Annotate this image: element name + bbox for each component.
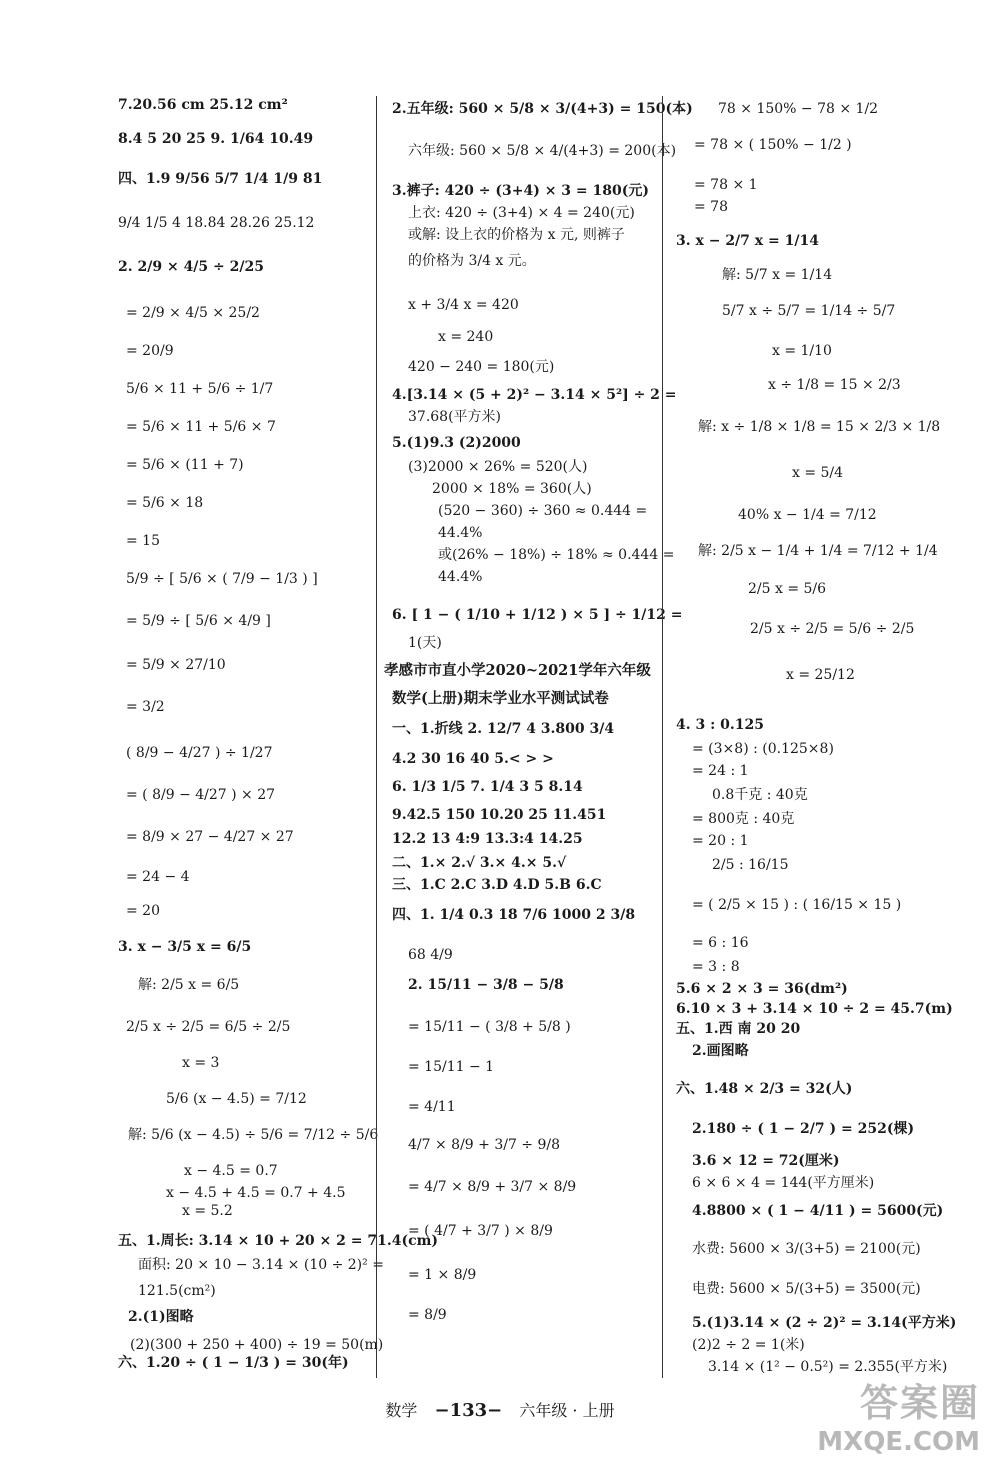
answer-line: 5/6 × 11 + 5/6 ÷ 1/7 (126, 381, 274, 397)
answer-line: 解: 2/5 x = 6/5 (138, 977, 240, 993)
column-divider-1 (376, 96, 377, 1378)
watermark (817, 1372, 980, 1457)
answer-line: 40% x − 1/4 = 7/12 (738, 507, 877, 523)
answer-line: 121.5(cm²) (138, 1283, 216, 1299)
answer-line: 420 − 240 = 180(元) (408, 359, 555, 375)
answer-line: x ÷ 1/8 = 15 × 2/3 (768, 377, 901, 393)
answer-line: 9/4 1/5 4 18.84 28.26 25.12 (118, 215, 315, 231)
answer-line: 六、1.20 ÷ ( 1 − 1/3 ) = 30(年) (118, 1355, 349, 1371)
answer-line: 六年级: 560 × 5/8 × 4/(4+3) = 200(本) (408, 143, 677, 159)
answer-line: x = 5/4 (792, 465, 844, 481)
answer-line: x = 5.2 (182, 1203, 233, 1219)
answer-line: = 15 (126, 533, 160, 549)
answer-line: 或解: 设上衣的价格为 x 元, 则裤子 (408, 227, 625, 243)
answer-line: 水费: 5600 × 3/(3+5) = 2100(元) (692, 1241, 921, 1257)
answer-line: 2. 15/11 − 3/8 − 5/8 (408, 977, 564, 993)
answer-line: 2/5 x ÷ 2/5 = 5/6 ÷ 2/5 (750, 621, 915, 637)
footer-subject: 数学 (385, 1401, 418, 1420)
answer-line: 1(天) (408, 635, 442, 651)
answer-line: x = 1/10 (772, 343, 832, 359)
answer-line: = 4/7 × 8/9 + 3/7 × 8/9 (408, 1179, 577, 1195)
answer-line: 3.6 × 12 = 72(厘米) (692, 1153, 840, 1169)
answer-line: 4.[3.14 × (5 + 2)² − 3.14 × 5²] ÷ 2 = (392, 387, 677, 403)
answer-line: = 5/6 × 18 (126, 495, 204, 511)
answer-line: 0.8千克 : 40克 (712, 787, 808, 803)
answer-line: 4.2 30 16 40 5.< > > (392, 751, 554, 767)
answer-line: 或(26% − 18%) ÷ 18% ≈ 0.444 = (438, 547, 675, 563)
answer-line: 数学(上册)期末学业水平测试试卷 (392, 690, 609, 707)
answer-line: 3. x − 3/5 x = 6/5 (118, 939, 252, 955)
answer-line: 2. 2/9 × 4/5 ÷ 2/25 (118, 259, 264, 275)
answer-line: (2)(300 + 250 + 400) ÷ 19 = 50(m) (130, 1337, 384, 1353)
answer-line: 2000 × 18% = 360(人) (432, 481, 592, 497)
answer-line: = 78 × 1 (694, 177, 758, 193)
answer-line: = 6 : 16 (692, 935, 749, 951)
answer-line: x = 240 (438, 329, 494, 345)
answer-line: 解: x ÷ 1/8 × 1/8 = 15 × 2/3 × 1/8 (698, 419, 941, 435)
footer-grade: 六年级 · 上册 (519, 1401, 615, 1420)
answer-line: = 24 − 4 (126, 869, 190, 885)
answer-line: 电费: 5600 × 5/(3+5) = 3500(元) (692, 1281, 921, 1297)
answer-line: 解: 2/5 x − 1/4 + 1/4 = 7/12 + 1/4 (698, 543, 938, 559)
answer-line: 5.6 × 2 × 3 = 36(dm²) (676, 981, 848, 997)
answer-line: (2)2 ÷ 2 = 1(米) (692, 1337, 805, 1353)
answer-line: 2.(1)图略 (128, 1309, 194, 1325)
watermark-url: MXQE.COM (817, 1427, 980, 1457)
answer-line: = (3×8) : (0.125×8) (692, 741, 834, 757)
answer-line: = ( 4/7 + 3/7 ) × 8/9 (408, 1223, 553, 1239)
answer-line: = 3/2 (126, 699, 165, 715)
answer-line: 2/5 x ÷ 2/5 = 6/5 ÷ 2/5 (126, 1019, 291, 1035)
answer-line: x = 25/12 (786, 667, 855, 683)
answer-line: 6. [ 1 − ( 1/10 + 1/12 ) × 5 ] ÷ 1/12 = (392, 607, 683, 623)
answer-line: 68 4/9 (408, 947, 453, 963)
answer-line: = 1 × 8/9 (408, 1267, 477, 1283)
answer-line: x + 3/4 x = 420 (408, 297, 519, 313)
answer-line: = 800克 : 40克 (692, 811, 795, 827)
answer-line: 五、1.西 南 20 20 (676, 1021, 801, 1037)
watermark-logo-text: 答案圈 (859, 1381, 980, 1425)
answer-line: 4/7 × 8/9 + 3/7 ÷ 9/8 (408, 1137, 561, 1153)
answer-line: 3.14 × (1² − 0.5²) = 2.355(平方米) (708, 1359, 948, 1375)
answer-line: = 15/11 − ( 3/8 + 5/8 ) (408, 1019, 571, 1035)
answer-line: = 20/9 (126, 343, 174, 359)
answer-line: 上衣: 420 ÷ (3+4) × 4 = 240(元) (408, 205, 635, 221)
answer-line: 3. x − 2/7 x = 1/14 (676, 233, 819, 249)
answer-line: 5/6 (x − 4.5) = 7/12 (166, 1091, 307, 1107)
answer-line: 37.68(平方米) (408, 409, 502, 425)
answer-line: ( 8/9 − 4/27 ) ÷ 1/27 (126, 745, 273, 761)
answer-line: 9.42.5 150 10.20 25 11.451 (392, 807, 607, 823)
answer-line: 6. 1/3 1/5 7. 1/4 3 5 8.14 (392, 779, 583, 795)
answer-line: = 5/9 ÷ [ 5/6 × 4/9 ] (126, 613, 271, 629)
answer-line: 5.(1)9.3 (2)2000 (392, 435, 521, 451)
answer-line: 5/9 ÷ [ 5/6 × ( 7/9 − 1/3 ) ] (126, 571, 318, 587)
answer-line: 解: 5/7 x = 1/14 (722, 267, 833, 283)
answer-line: = 5/6 × (11 + 7) (126, 457, 244, 473)
answer-line: 4. 3 : 0.125 (676, 717, 764, 733)
answer-line: = 3 : 8 (692, 959, 740, 975)
answer-line: (520 − 360) ÷ 360 ≈ 0.444 = (438, 503, 648, 519)
answer-line: 的价格为 3/4 x 元。 (408, 253, 536, 269)
answer-line: 解: 5/6 (x − 4.5) ÷ 5/6 = 7/12 ÷ 5/6 (128, 1127, 379, 1143)
answer-line: = ( 2/5 × 15 ) : ( 16/15 × 15 ) (692, 897, 902, 913)
answer-line: 78 × 150% − 78 × 1/2 (718, 101, 879, 117)
answer-line: 2.180 ÷ ( 1 − 2/7 ) = 252(棵) (692, 1121, 915, 1137)
answer-line: 44.4% (438, 569, 483, 585)
answer-line: 二、1.× 2.√ 3.× 4.× 5.√ (392, 855, 567, 871)
answer-line: 2.画图略 (692, 1043, 749, 1059)
answer-line: 五、1.周长: 3.14 × 10 + 20 × 2 = 71.4(cm) (118, 1233, 439, 1249)
answer-line: 2/5 x = 5/6 (748, 581, 827, 597)
answer-line: 四、1. 1/4 0.3 18 7/6 1000 2 3/8 (392, 907, 636, 923)
answer-line: 5/7 x ÷ 5/7 = 1/14 ÷ 5/7 (722, 303, 896, 319)
answer-line: 六、1.48 × 2/3 = 32(人) (676, 1081, 853, 1097)
answer-line: 2.五年级: 560 × 5/8 × 3/(4+3) = 150(本) (392, 101, 693, 117)
answer-line: = 8/9 (408, 1307, 447, 1323)
answer-line: x − 4.5 + 4.5 = 0.7 + 4.5 (166, 1185, 346, 1201)
answer-line: 12.2 13 4:9 13.3:4 14.25 (392, 831, 583, 847)
answer-line: 孝感市市直小学2020~2021学年六年级 (384, 662, 651, 679)
answer-line: = 20 (126, 903, 160, 919)
answer-line: = 20 : 1 (692, 833, 749, 849)
answer-line: 四、1.9 9/56 5/7 1/4 1/9 81 (118, 171, 323, 187)
answer-line: x = 3 (182, 1055, 220, 1071)
answer-line: = 4/11 (408, 1099, 456, 1115)
answer-line: 8.4 5 20 25 9. 1/64 10.49 (118, 131, 314, 147)
answer-line: 一、1.折线 2. 12/7 4 3.800 3/4 (392, 721, 615, 737)
answer-line: = 5/6 × 11 + 5/6 × 7 (126, 419, 276, 435)
answer-line: 6 × 6 × 4 = 144(平方厘米) (692, 1175, 875, 1191)
answer-line: 2/5 : 16/15 (712, 857, 789, 873)
answer-line: x − 4.5 = 0.7 (184, 1163, 278, 1179)
answer-line: (3)2000 × 26% = 520(人) (408, 459, 588, 475)
page-number: −133− (434, 1400, 503, 1421)
answer-line: 44.4% (438, 525, 483, 541)
answer-line: 面积: 20 × 10 − 3.14 × (10 ÷ 2)² = (138, 1257, 384, 1273)
answer-line: = 15/11 − 1 (408, 1059, 495, 1075)
answer-line: 3.裤子: 420 ÷ (3+4) × 3 = 180(元) (392, 183, 649, 199)
answer-line: = 78 × ( 150% − 1/2 ) (694, 137, 852, 153)
answer-line: 4.8800 × ( 1 − 4/11 ) = 5600(元) (692, 1203, 944, 1219)
answer-line: 6.10 × 3 + 3.14 × 10 ÷ 2 = 45.7(m) (676, 1001, 953, 1017)
answer-line: = 8/9 × 27 − 4/27 × 27 (126, 829, 294, 845)
answer-line: 三、1.C 2.C 3.D 4.D 5.B 6.C (392, 877, 602, 893)
answer-line: 7.20.56 cm 25.12 cm² (118, 97, 288, 113)
answer-line: = 24 : 1 (692, 763, 749, 779)
answer-line: = ( 8/9 − 4/27 ) × 27 (126, 787, 276, 803)
answer-line: = 5/9 × 27/10 (126, 657, 226, 673)
column-divider-2 (662, 96, 663, 1378)
answer-line: 5.(1)3.14 × (2 ÷ 2)² = 3.14(平方米) (692, 1315, 957, 1331)
answer-line: = 2/9 × 4/5 × 25/2 (126, 305, 260, 321)
answer-line: = 78 (694, 199, 728, 215)
